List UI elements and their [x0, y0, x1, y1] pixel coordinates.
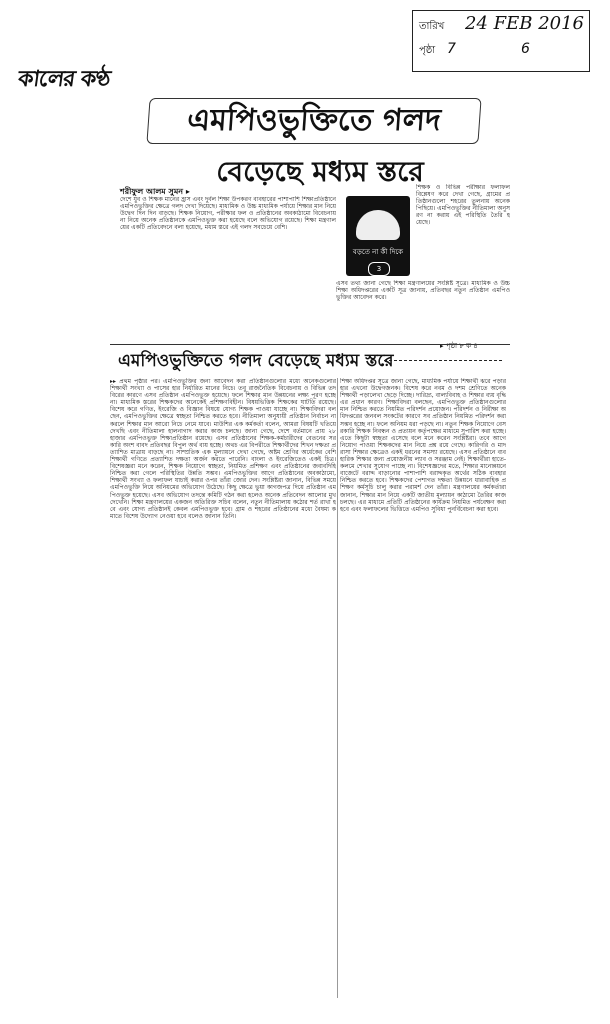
body-column-left: ▸▸ প্রথম পৃষ্ঠার পর। এমপিওভুক্তির জন্য আবেদন করা প্রতিষ্ঠানগুলোর মধ্যে অনেকগুলোর শিক্ষার্থী সংখ্যা ও পাসের হার নির্ধারিত মানের নিচে। তবু রাজনৈতিক বিবেচনায় ও বিভিন্ন তদবিরের কারণে এসব প্রতিষ্ঠান এমপিওভুক্ত হয়েছে। ফলে শিক্ষার মান উন্নয়নের লক্ষ্য পূরণ হচ্ছে না। মাধ্যমিক স্তরের শিক্ষকদের অনেকেই প্রশিক্ষণবিহীন। বিষয়ভিত্তিক শিক্ষকের ঘাটতি রয়েছে। বিশেষ করে গণিত, ইংরেজি ও বিজ্ঞান বিষয়ে যোগ্য শিক্ষক পাওয়া যাচ্ছে না। শিক্ষাবিদরা বলছেন, এমপিওভুক্তির ক্ষেত্রে স্বচ্ছতা নিশ্চিত করতে হবে। নীতিমালা অনুযায়ী প্রতিষ্ঠান নির্বাচন না করলে শিক্ষার মান আরো নিচে নেমে যাবে। মাউশির এক কর্মকর্তা বলেন, আমরা বিষয়টি খতিয়ে দেখছি এবং নীতিমালা হালনাগাদ করার কাজ চলছে। জানা গেছে, দেশে বর্তমানে প্রায় ২৮ হাজার এমপিওভুক্ত শিক্ষাপ্রতিষ্ঠান রয়েছে। এসব প্রতিষ্ঠানের শিক্ষক-কর্মচারীদের বেতনের সরকারি অংশ বাবদ প্রতিবছর বিপুল অর্থ ব্যয় হচ্ছে। অথচ এর বিপরীতে শিক্ষার্থীদের শিখন দক্ষতা প্রত্যাশিত মাত্রায় বাড়ছে না। সাম্প্রতিক এক মূল্যায়নে দেখা গেছে, অষ্টম শ্রেণির অর্ধেকের বেশি শিক্ষার্থী গণিতে প্রত্যাশিত দক্ষতা অর্জন করতে পারেনি। বাংলা ও ইংরেজিতেও একই চিত্র। বিশেষজ্ঞরা মনে করেন, শিক্ষক নিয়োগে স্বচ্ছতা, নিয়মিত প্রশিক্ষণ এবং প্রতিষ্ঠানের জবাবদিহি নিশ্চিত করা গেলে পরিস্থিতির উন্নতি সম্ভব। এমপিওভুক্তির আগে প্রতিষ্ঠানের অবকাঠামো, শিক্ষার্থী সংখ্যা ও ফলাফল যাচাই করার ওপর তাঁরা জোর দেন। সংশ্লিষ্টরা জানান, বিভিন্ন সময়ে এমপিওভুক্তি নিয়ে অনিয়মের অভিযোগ উঠেছে। কিছু ক্ষেত্রে ভুয়া কাগজপত্র দিয়ে প্রতিষ্ঠান এমপিওভুক্ত হয়েছে। এসব অভিযোগ তদন্তে কমিটি গঠন করা হলেও অনেক প্রতিবেদন আলোর মুখ দেখেনি। শিক্ষা মন্ত্রণালয়ের একজন অতিরিক্ত সচিব বলেন, নতুন নীতিমালায় কঠোর শর্ত রাখা হবে এবং যোগ্য প্রতিষ্ঠানই কেবল এমপিওভুক্ত হবে। গ্রাম ও শহরের প্রতিষ্ঠানের মধ্যে বৈষম্য কমাতে বিশেষ উদ্যোগ নেওয়া হবে বলেও জানান তিনি।	[110, 378, 336, 520]
column-divider	[337, 378, 338, 998]
date-stamp	[412, 10, 590, 72]
byline: শরীফুল আলম সুমন ▸	[120, 187, 190, 196]
body-column-right: শিক্ষা অধিদপ্তর সূত্রে জানা গেছে, মাধ্যমিক পর্যায়ে শিক্ষার্থী ঝরে পড়ার হার এখনো উদ্বেগজনক। বিশেষ করে নবম ও দশম শ্রেণিতে অনেক শিক্ষার্থী পড়ালেখা ছেড়ে দিচ্ছে। দারিদ্র্য, বাল্যবিবাহ ও শিক্ষার ব্যয় বৃদ্ধি এর প্রধান কারণ। শিক্ষাবিদরা বলছেন, এমপিওভুক্ত প্রতিষ্ঠানগুলোর মান নিশ্চিত করতে নিয়মিত পরিদর্শন প্রয়োজন। পরিদর্শন ও নিরীক্ষা অধিদপ্তরের জনবল সংকটের কারণে সব প্রতিষ্ঠান নিয়মিত পরিদর্শন করা সম্ভব হচ্ছে না। ফলে অনিয়ম ধরা পড়ছে না। নতুন শিক্ষক নিয়োগে বেসরকারি শিক্ষক নিবন্ধন ও প্রত্যয়ন কর্তৃপক্ষের মাধ্যমে সুপারিশ করা হচ্ছে। এতে কিছুটা স্বচ্ছতা এসেছে বলে মনে করেন সংশ্লিষ্টরা। তবে আগে নিয়োগ পাওয়া শিক্ষকদের মান নিয়ে প্রশ্ন রয়ে গেছে। কারিগরি ও মাদরাসা শিক্ষার ক্ষেত্রেও একই ধরনের সমস্যা রয়েছে। এসব প্রতিষ্ঠানে ব্যবহারিক শিক্ষার জন্য প্রয়োজনীয় ল্যাব ও সরঞ্জাম নেই। শিক্ষার্থীরা হাতে-কলমে শেখার সুযোগ পাচ্ছে না। বিশেষজ্ঞদের মতে, শিক্ষার মানোন্নয়নে বাজেটে বরাদ্দ বাড়ানোর পাশাপাশি বরাদ্দকৃত অর্থের সঠিক ব্যবহার নিশ্চিত করতে হবে। শিক্ষকদের পেশাগত দক্ষতা উন্নয়নে ধারাবাহিক প্রশিক্ষণ কর্মসূচি চালু করার পরামর্শ দেন তাঁরা। মন্ত্রণালয়ের কর্মকর্তারা জানান, শিক্ষার মান নিয়ে একটি জাতীয় মূল্যায়ন কাঠামো তৈরির কাজ চলছে। এর মাধ্যমে প্রতিটি প্রতিষ্ঠানের কার্যক্রম নিয়মিত পর্যবেক্ষণ করা হবে এবং ফলাফলের ভিত্তিতে এমপিও সুবিধা পুনর্বিবেচনা করা হবে।	[340, 378, 506, 513]
section-logo	[346, 196, 410, 276]
stamp-page: 7	[447, 41, 456, 57]
stamp-page-label: পৃষ্ঠা	[419, 45, 436, 56]
continued-marker: ▸ পৃষ্ঠা ৮ ক ৪	[440, 342, 478, 350]
section-divider	[110, 344, 510, 345]
lead-text-left: দেশে যুব ও শিক্ষক মানের হ্রাস এবং দুর্বল শিক্ষা উপকরণ ব্যবহারের পাশাপাশি শিক্ষাপ্রতিষ্ঠানে এমপিওভুক্তির ক্ষেত্রে গলদ দেখা দিয়েছে। মাধ্যমিক ও উচ্চ মাধ্যমিক পর্যায়ে শিক্ষার মান নিয়ে উদ্বেগ দিন দিন বাড়ছে। শিক্ষক নিয়োগ, পরীক্ষার ফল ও প্রতিষ্ঠানের অবকাঠামো বিবেচনায় না নিয়ে অনেক প্রতিষ্ঠানকে এমপিওভুক্ত করা হয়েছে বলে অভিযোগ রয়েছে। শিক্ষা মন্ত্রণালয়ের একটি প্রতিবেদনে বলা হয়েছে, মধ্যম স্তরে এই গলদ সবচেয়ে বেশি।	[120, 196, 336, 232]
lead-text-right-2: এসব তথ্য জানা গেছে শিক্ষা মন্ত্রণালয়ের সংশ্লিষ্ট সূত্রে। মাধ্যমিক ও উচ্চশিক্ষা অধিদপ্তরের একটি সূত্র জানায়, প্রতিবছর নতুন প্রতিষ্ঠান এমপিওভুক্তির আবেদন করে।	[336, 280, 510, 302]
headline-line-2: বেড়েছে মধ্যম স্তরে	[216, 155, 424, 188]
stamp-column: 6	[521, 41, 530, 57]
stamp-date-label: তারিখ	[419, 21, 445, 32]
continuation-headline: এমপিওভুক্তিতে গলদ বেড়েছে মধ্যম স্তরে	[118, 351, 394, 371]
masthead-logo: কালের কণ্ঠ	[16, 67, 112, 92]
lead-text-right: শিক্ষক ও বিভিন্ন পরীক্ষার ফলাফল বিশ্লেষণ করে দেখা গেছে, গ্রামের প্রতিষ্ঠানগুলো শহরের তুলনায় অনেক পিছিয়ে। এমপিওভুক্তির নীতিমালা অনুসরণ না করায় এই পরিস্থিতি তৈরি হয়েছে।	[416, 184, 510, 227]
headline-dashed-rule	[384, 360, 502, 361]
headline-line-1: এমপিওভুক্তিতে গলদ	[146, 98, 481, 144]
teacup-icon	[356, 210, 400, 240]
section-logo-label: বড়তে না কী দিকে	[352, 248, 404, 256]
section-logo-number: 3	[368, 262, 390, 276]
stamp-date: 24 FEB 2016	[465, 13, 585, 34]
